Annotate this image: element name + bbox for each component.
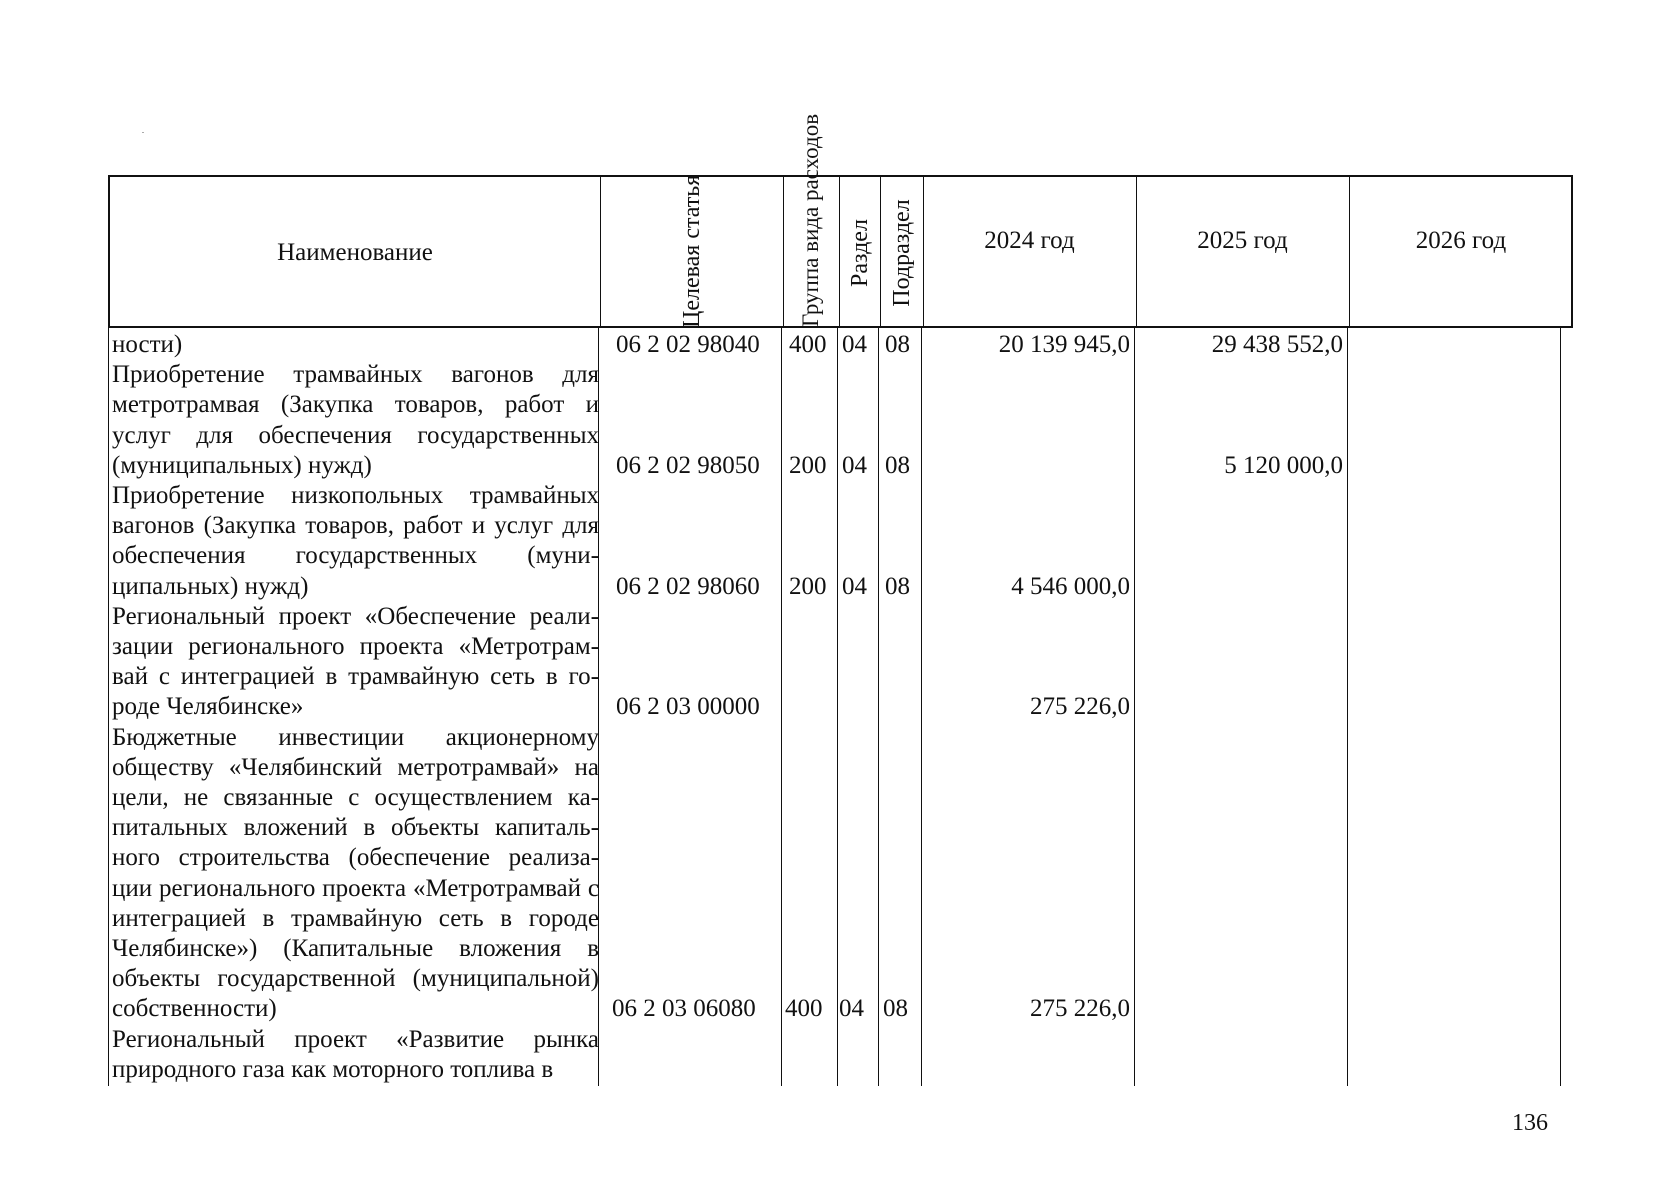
row-subsection: 08 — [885, 573, 910, 600]
row-target-article: 06 2 03 00000 — [616, 693, 760, 720]
header-divider — [783, 177, 784, 328]
header-section-label: Раздел — [846, 218, 873, 287]
header-divider — [839, 177, 840, 328]
row-value-2024: 20 139 945,0 — [998, 331, 1130, 358]
row-expense-group: 200 — [789, 573, 827, 600]
column-line — [1560, 328, 1561, 1086]
header-2026 — [1349, 177, 1573, 305]
budget-table — [108, 113, 1573, 1086]
header-section — [839, 177, 880, 328]
header-divider — [880, 177, 881, 328]
row-target-article: 06 2 02 98040 — [616, 331, 760, 358]
row-name-line: (муниципальных) нужд) — [112, 451, 372, 479]
row-name-line: Региональный проект «Обеспечение реали- — [112, 602, 599, 630]
row-value-2024: 275 226,0 — [1030, 995, 1130, 1022]
row-name-line: Приобретение трамвайных вагонов для — [112, 361, 599, 389]
row-name-line: ного строительства (обеспечение реализа- — [112, 844, 599, 872]
header-2025-label: 2025 год — [1197, 227, 1288, 254]
header-subsection-label: Подраздел — [888, 198, 915, 307]
row-name-line: метротрамвая (Закупка товаров, работ и — [112, 391, 599, 419]
header-expense-group — [783, 113, 839, 328]
table-row — [112, 330, 599, 360]
row-name-line: Челябинске») (Капитальные вложения в — [112, 935, 599, 963]
row-section: 04 — [842, 573, 867, 600]
row-target-article: 06 2 02 98060 — [616, 573, 760, 600]
row-expense-group: 400 — [785, 995, 823, 1022]
header-2026-label: 2026 год — [1415, 227, 1507, 254]
row-name-line: ности) — [112, 331, 183, 358]
row-expense-group: 200 — [789, 452, 827, 479]
header-target-article — [600, 174, 783, 328]
row-section: 04 — [839, 995, 864, 1022]
header-subsection — [880, 177, 923, 328]
row-name-line: вагонов (Закупка товаров, работ и услуг — [112, 512, 554, 540]
row-name-line: питальных вложений в объекты капиталь- — [112, 814, 599, 842]
header-divider — [1136, 177, 1137, 328]
header-expense-group-label: Группа вида расходов — [798, 113, 823, 327]
table-row — [112, 1025, 599, 1085]
row-section: 04 — [842, 452, 867, 479]
header-divider — [600, 177, 601, 328]
row-value-2025: 5 120 000,0 — [1224, 452, 1343, 479]
row-name-line: объекты государственной (муниципальной) — [112, 965, 599, 993]
row-value-2024: 4 546 000,0 — [1011, 573, 1130, 600]
row-name-line: с интеграцией в трамвайную сеть в городе — [112, 874, 600, 932]
table-row — [112, 481, 599, 602]
row-expense-group: 400 — [789, 331, 827, 358]
row-name-line: роде Челябинске» — [112, 693, 304, 721]
row-target-article: 06 2 03 06080 — [612, 995, 756, 1022]
row-name-line: цели, не связанные с осуществлением ка- — [112, 784, 599, 812]
column-line — [878, 328, 879, 1086]
row-section: 04 — [842, 331, 867, 358]
row-subsection: 08 — [885, 331, 910, 358]
header-2024-label: 2024 год — [984, 227, 1075, 254]
row-subsection: 08 — [885, 452, 910, 479]
row-value-2024: 275 226,0 — [1030, 693, 1130, 720]
column-line — [1347, 328, 1348, 1086]
row-name-line: ципальных) нужд) — [112, 572, 309, 600]
header-name-label: Наименование — [277, 238, 433, 266]
row-name-line: Региональный проект «Развитие рынка — [112, 1025, 599, 1053]
header-divider — [1349, 177, 1350, 328]
table-header — [108, 113, 1573, 328]
page-number: 136 — [1512, 1110, 1548, 1136]
row-name-line: Бюджетные инвестиции акционерному — [112, 723, 599, 751]
header-name — [110, 177, 600, 328]
row-name-line: для обеспечения государственных (муни- — [112, 512, 600, 570]
header-2025 — [1136, 177, 1349, 305]
table-row — [112, 360, 599, 481]
name-column — [112, 330, 599, 1085]
column-line — [837, 328, 838, 1086]
row-name-line: вай с интеграцией в трамвайную сеть в го- — [112, 663, 599, 691]
row-value-2025: 29 438 552,0 — [1211, 331, 1343, 358]
column-line — [1134, 328, 1135, 1086]
row-name-line: зации регионального проекта «Метротрам- — [112, 633, 599, 661]
row-subsection: 08 — [883, 995, 908, 1022]
scan-speck — [142, 132, 144, 133]
row-name-line: обществу «Челябинский метротрамвай» на — [112, 753, 599, 781]
header-divider — [923, 177, 924, 328]
row-target-article: 06 2 02 98050 — [616, 452, 760, 479]
row-name-line: собственности) — [112, 995, 277, 1023]
row-name-line: природного газа как моторного топлива в — [112, 1055, 554, 1083]
table-row — [112, 602, 599, 723]
row-name-line: Приобретение низкопольных трамвайных — [112, 482, 599, 509]
column-line — [781, 328, 782, 1086]
header-2024 — [923, 177, 1136, 305]
table-body — [108, 328, 1573, 1086]
row-name-line: услуг для обеспечения государственных — [112, 421, 599, 449]
header-target-article-label: Целевая статья — [678, 174, 705, 328]
column-line — [108, 328, 109, 1086]
table-row — [112, 723, 599, 1025]
row-name-line: ции регионального проекта «Метротрамвай — [112, 874, 582, 902]
